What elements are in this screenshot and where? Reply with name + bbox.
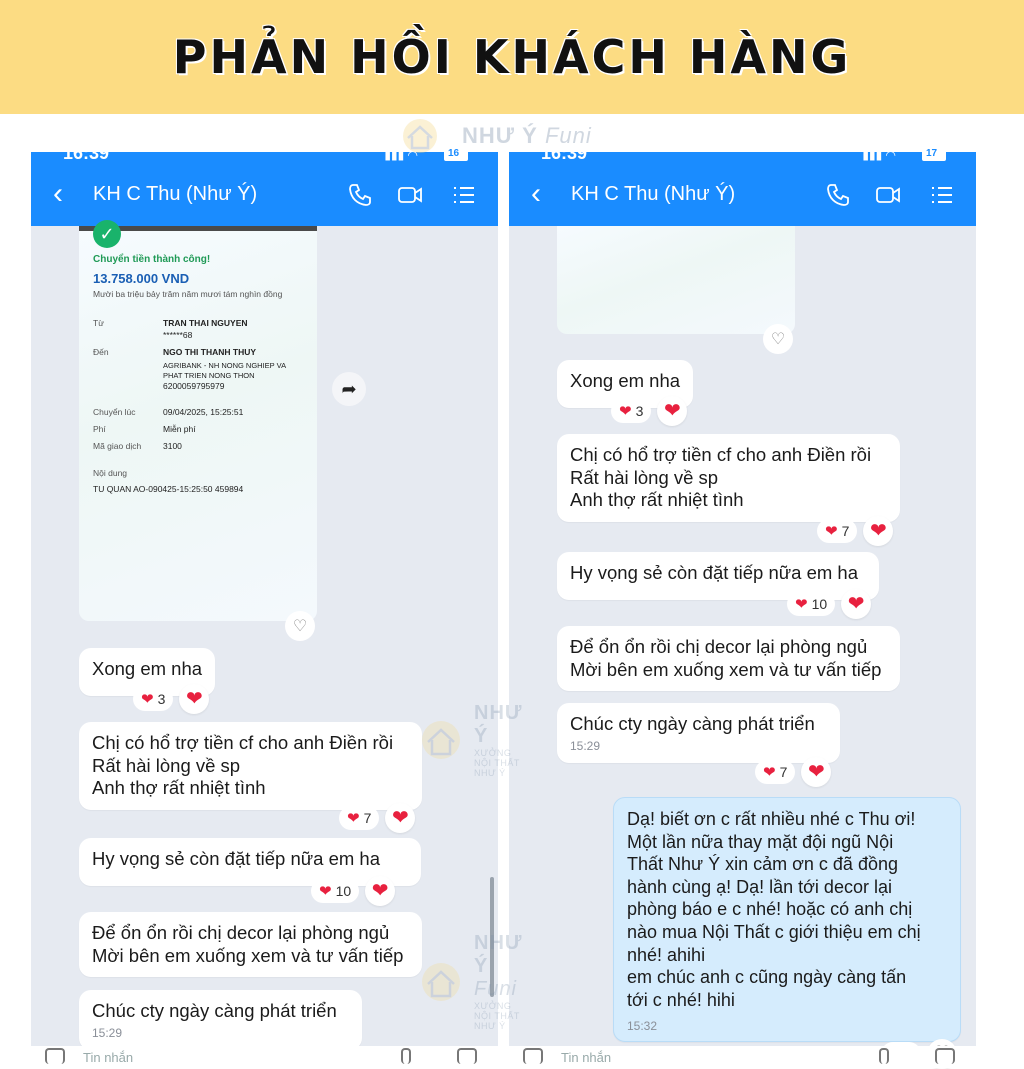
receipt-amount: 13.758.000 VND (93, 271, 190, 286)
message-bubble[interactable] (79, 990, 362, 1050)
watermark-brand-script: Funi (474, 978, 517, 1000)
message-text: Chúc cty ngày càng phát triển (570, 713, 815, 734)
message-text: Xong em nha (92, 658, 203, 679)
status-time: 16:39 (63, 143, 110, 163)
watermark (416, 932, 522, 1031)
reaction-bar[interactable]: ❤ 7 ❤ (817, 516, 893, 546)
message-bubble[interactable] (557, 703, 840, 763)
message-bubble[interactable] (557, 626, 900, 691)
receipt-time-value: 09/04/2025, 15:25:51 (163, 407, 244, 417)
message-text: Thất Như Ý xin cảm ơn c đã đồng (627, 854, 898, 875)
reaction-count: 7 (841, 523, 850, 539)
receipt-to-label: Đến (93, 347, 109, 357)
message-bubble[interactable] (79, 722, 422, 810)
mic-icon[interactable] (879, 1048, 889, 1064)
message-input[interactable]: Tin nhắn (561, 1050, 612, 1065)
phone-call-icon[interactable] (825, 182, 851, 208)
receipt-fee-label: Phí (93, 424, 106, 434)
receipt-from-name: TRAN THAI NGUYEN (163, 318, 248, 328)
bank-transfer-receipt-image[interactable] (557, 226, 795, 334)
receipt-to-bank1: AGRIBANK - NH NONG NGHIEP VA (163, 361, 287, 370)
receipt-success: Chuyển tiền thành công! (93, 254, 211, 265)
reaction-count: 10 (811, 596, 828, 612)
receipt-to-name: NGO THI THANH THUY (163, 347, 257, 357)
message-bubble[interactable] (557, 434, 900, 522)
message-text: Một lần nữa thay mặt đội ngũ Nội (627, 831, 894, 852)
image-icon[interactable] (935, 1048, 955, 1064)
message-text: tới c nhé! hihi (627, 989, 735, 1010)
receipt-to-acct: 6200059795979 (163, 381, 225, 391)
message-text: phòng báo e c nhé! hoặc có anh chị (627, 899, 913, 920)
heart-react-button[interactable]: ❤ (863, 516, 893, 546)
video-call-icon[interactable] (397, 182, 423, 208)
message-text: Xong em nha (570, 370, 681, 391)
receipt-code-value: 3100 (163, 441, 182, 451)
success-check-icon: ✓ (93, 220, 121, 248)
back-icon[interactable]: ‹ (531, 177, 541, 210)
heart-react-button[interactable]: ❤ (365, 876, 395, 906)
heart-icon: ❤ (141, 690, 154, 708)
battery-icon (922, 149, 946, 161)
left-chat-screenshot (31, 143, 523, 1068)
receipt-time-label: Chuyển lúc (93, 407, 136, 417)
heart-react-button[interactable]: ❤ (801, 757, 831, 787)
message-text: Mời bên em xuống xem và tư vấn tiếp (570, 658, 882, 680)
message-text: nhé! ahihi (627, 944, 706, 965)
chat-header (31, 164, 498, 226)
reaction-bar[interactable] (133, 684, 209, 714)
menu-list-icon[interactable] (929, 182, 955, 208)
heart-react-button[interactable]: ❤ (385, 803, 415, 833)
message-time: 15:32 (627, 1019, 658, 1034)
battery-level: 17 (926, 148, 938, 159)
contact-name: KH C Thu (Như Ý) (93, 183, 258, 205)
signal-icon: ▮▮▮ ◠ (862, 148, 896, 162)
reaction-count: 3 (635, 403, 644, 419)
reaction-bar[interactable]: ❤ 7 ❤ (339, 803, 415, 833)
reaction-bar[interactable]: ❤ 10 ❤ (311, 876, 395, 906)
input-bar (509, 1046, 976, 1068)
reaction-bar[interactable]: ❤ 10 ❤ (787, 589, 871, 619)
right-chat-screenshot (509, 143, 976, 1068)
sticker-icon[interactable] (523, 1048, 543, 1064)
reaction-count: 10 (335, 883, 352, 899)
mic-icon[interactable] (401, 1048, 411, 1064)
message-text: Anh thợ rất nhiệt tình (92, 777, 266, 798)
watermark-brand: NHƯ Ý (474, 702, 523, 747)
sent-message-bubble[interactable] (613, 797, 961, 1042)
receipt-fee-value: Miễn phí (163, 424, 196, 434)
message-text: Chị có hổ trợ tiền cf cho anh Điền rồi (570, 444, 872, 465)
header-banner (0, 0, 1024, 114)
image-icon[interactable] (457, 1048, 477, 1064)
chat-area (31, 223, 498, 1048)
receipt-content-value: TU QUAN AO-090425-15:25:50 459894 (93, 484, 244, 494)
message-text: Chị có hổ trợ tiền cf cho anh Điền rồi (92, 732, 394, 753)
message-text: Anh thợ rất nhiệt tình (570, 489, 744, 510)
reaction-count: 7 (363, 810, 372, 826)
message-text: Rất hài lòng về sp (570, 466, 719, 488)
message-text: hành cùng ạ! Dạ! lần tới decor lại (627, 876, 892, 897)
message-bubble[interactable] (79, 912, 422, 977)
receipt-from-label: Từ (93, 318, 104, 328)
receipt-to-bank2: PHAT TRIEN NONG THON (163, 371, 255, 380)
message-text: Hy vọng sẻ còn đặt tiếp nữa em ha (570, 562, 858, 583)
reaction-count: 7 (779, 764, 788, 780)
video-call-icon[interactable] (875, 182, 901, 208)
watermark (416, 702, 522, 778)
sticker-icon[interactable] (45, 1048, 65, 1064)
receipt-code-label: Mã giao dịch (93, 441, 142, 451)
message-time: 15:29 (92, 1025, 123, 1040)
reaction-bar[interactable]: ❤ 7 ❤ (755, 757, 831, 787)
share-forward-icon[interactable]: ➦ (332, 372, 366, 406)
watermark-brand: NHƯ Ý (474, 932, 523, 977)
watermark-brand-script: Funi (544, 123, 592, 148)
phone-call-icon[interactable] (347, 182, 373, 208)
message-time: 15:29 (570, 738, 601, 753)
message-text: Mời bên em xuống xem và tư vấn tiếp (92, 944, 404, 966)
message-text: nào mua Nội Thất c giới thiệu em chị (627, 921, 921, 942)
like-button[interactable]: ♡ (763, 324, 793, 354)
message-text: Hy vọng sẻ còn đặt tiếp nữa em ha (92, 848, 380, 869)
signal-icon: ▮▮▮ ◠ (384, 148, 418, 162)
watermark-subtitle: XƯỞNG NỘI THẤT NHƯ Ý (474, 748, 520, 778)
chat-area (509, 226, 976, 1048)
message-input[interactable]: Tin nhắn (83, 1050, 134, 1065)
like-button[interactable]: ♡ (285, 611, 315, 641)
heart-react-button[interactable]: ❤ (657, 396, 687, 426)
receipt-from-acct: ******68 (163, 330, 193, 340)
bank-transfer-receipt-image[interactable] (79, 223, 317, 621)
chat-header (509, 164, 976, 226)
receipt-amount-words: Mười ba triệu bảy trăm năm mươi tám nghìn đồng (93, 289, 283, 299)
banner-title: PHẢN HỒI KHÁCH HÀNG (172, 30, 852, 84)
message-text: Rất hài lòng về sp (92, 754, 241, 776)
message-text: em chúc anh c cũng ngày càng tấn (627, 967, 907, 988)
message-text: Chúc cty ngày càng phát triển (92, 1000, 337, 1021)
message-text: Để ổn ổn rồi chị decor lại phòng ngủ (92, 922, 390, 943)
heart-react-button[interactable]: ❤ (179, 684, 209, 714)
receipt-content-label: Nội dung (93, 468, 128, 478)
watermark-brand: NHƯ Ý (462, 123, 538, 148)
contact-name: KH C Thu (Như Ý) (571, 183, 736, 205)
status-time: 16:39 (541, 143, 588, 163)
back-icon[interactable]: ‹ (53, 177, 63, 210)
message-text: Để ổn ổn rồi chị decor lại phòng ngủ (570, 636, 868, 657)
watermark-top (398, 116, 592, 156)
message-text: Dạ! biết ơn c rất nhiều nhé c Thu ơi! (627, 809, 916, 829)
input-bar (31, 1046, 498, 1068)
menu-list-icon[interactable] (451, 182, 477, 208)
house-logo-icon (398, 118, 454, 154)
house-logo-icon (416, 962, 466, 1002)
heart-react-button[interactable]: ❤ (841, 589, 871, 619)
house-logo-icon (416, 720, 466, 760)
battery-level: 16 (448, 148, 460, 159)
reaction-count: 3 (157, 691, 166, 707)
watermark-subtitle: XƯỞNG NỘI THẤT NHƯ Ý (474, 1001, 520, 1031)
reaction-bar[interactable]: ❤ 3 ❤ (611, 396, 687, 426)
